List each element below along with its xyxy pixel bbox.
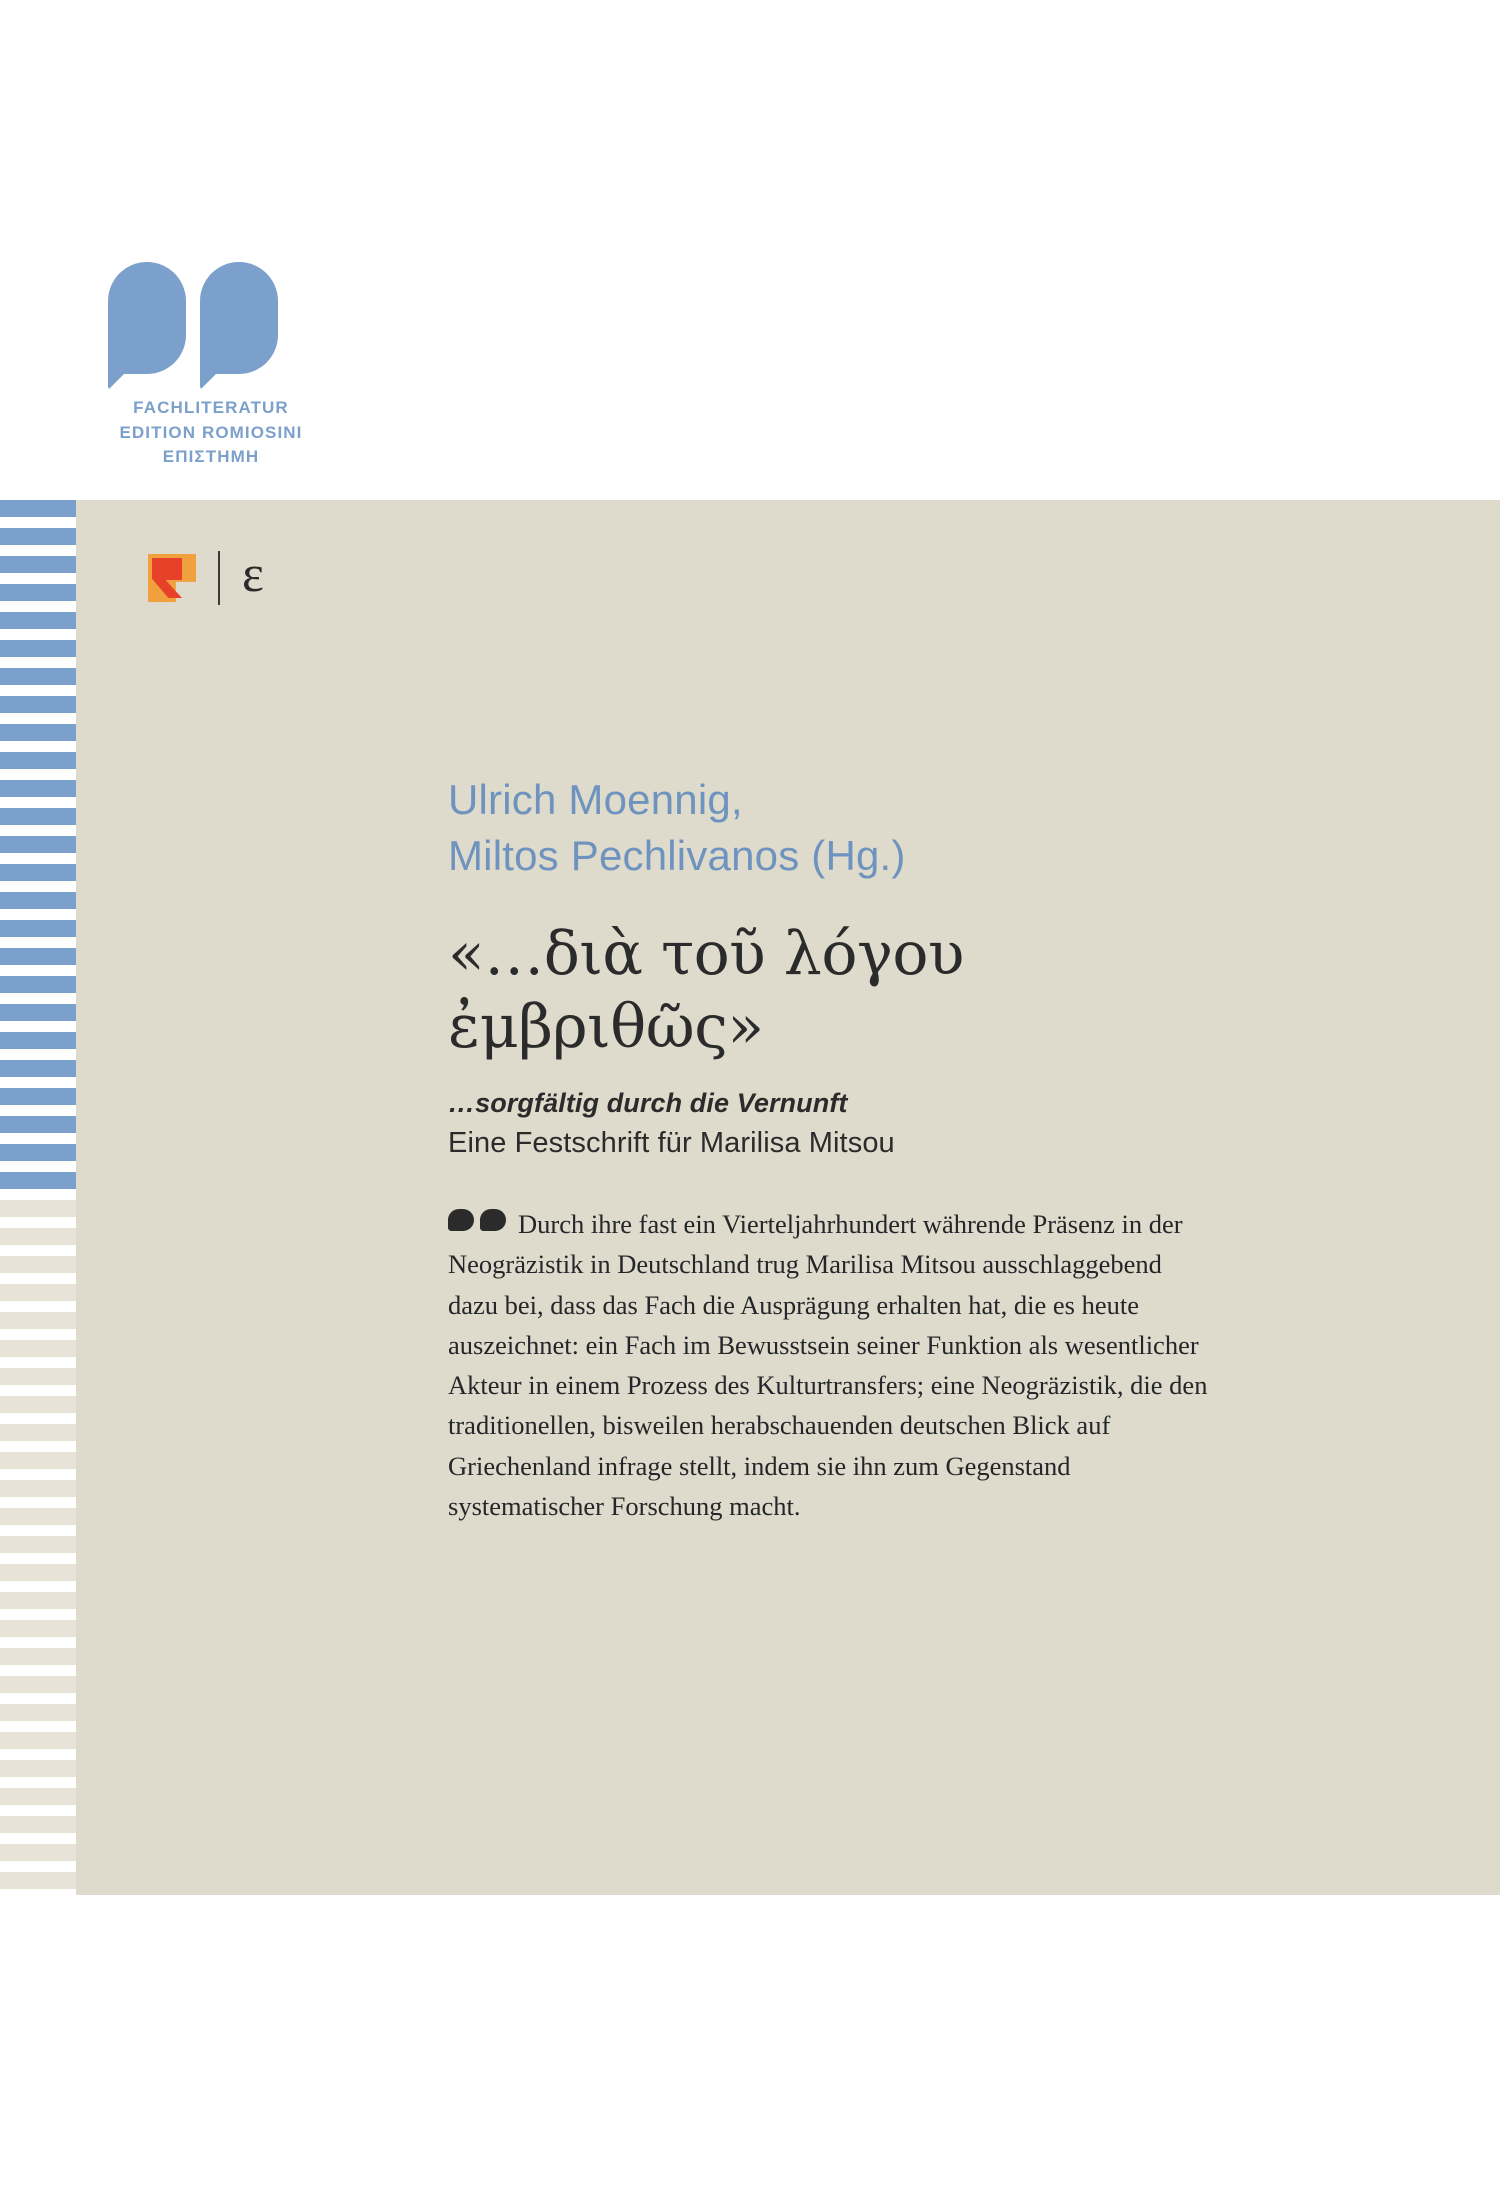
quote-dot-left [448,1209,474,1231]
quote-blob-right [200,262,278,374]
blurb-paragraph [448,1204,1208,1526]
quotation-mark-logo-icon [108,262,280,374]
subtitle-plain: Eine Festschrift für Marilisa Mitsou [448,1127,895,1160]
title-line-1: «…διὰ τοῦ λόγου [448,918,964,989]
subtitle-italic: …sorgfältig durch die Vernunft [448,1088,848,1119]
publisher-name-line2: EDITION ROMIOSINI [119,422,303,442]
book-cover-panel [76,500,1500,1895]
editors-line-1: Ulrich Moennig, [448,776,743,823]
title-line-2: ἐμβριθῶς» [448,991,764,1062]
cover-text-block [448,772,1258,1526]
romiosini-r-mark-icon [148,554,196,602]
page-title [448,918,1258,1064]
quote-dot-right [480,1209,506,1231]
imprint-divider [218,551,220,605]
quote-blob-left [108,262,186,374]
stripe-segment-cream [0,1200,76,1895]
publisher-logo [108,262,328,470]
editors [448,772,1258,884]
publisher-name [108,396,314,470]
stripe-segment-blue [0,500,76,1200]
decorative-stripe-bar [0,500,76,1895]
quote-marks-icon [448,1209,510,1231]
publisher-name-line1: FACHLITERATUR [133,398,289,417]
epsilon-mark: ε [242,546,264,603]
editors-line-2: Miltos Pechlivanos (Hg.) [448,831,906,879]
publisher-name-line3: ΕΠΙΣΤΗΜΗ [162,447,260,467]
imprint-marks [148,547,264,609]
blurb-text: Durch ihre fast ein Vierteljahrhundert währende Präsenz in der Neogräzistik in Deutschland trug Marilisa Mitsou ausschlaggebend dazu bei, dass das Fach die Ausprägung erhalten hat, die es heute auszeichnet: ein Fach im Bewusstsein seiner Funktion als wesentlicher Akteur in einem Prozess des Kulturtransfers; eine Neogräzistik, die den traditionellen, bisweilen herabschauenden deutschen Blick auf Griechenland infrage stellt, indem sie ihn zum Gegenstand systematischer Forschung macht. [448,1209,1208,1521]
